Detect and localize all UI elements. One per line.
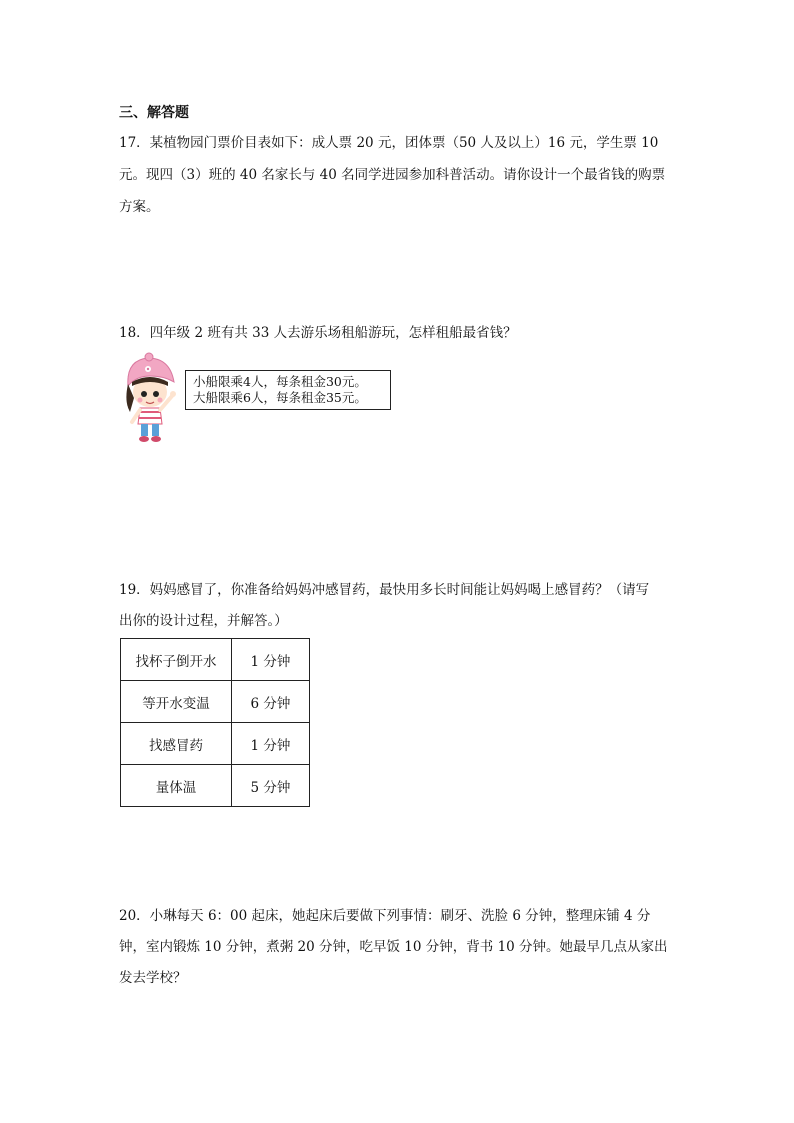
question-20-line-2: 钟，室内锻炼 10 分钟，煮粥 20 分钟，吃早饭 10 分钟，背书 10 分钟。她最早几点从家出 — [119, 939, 668, 955]
table-row — [121, 639, 310, 681]
question-19-line-1: 19．妈妈感冒了，你准备给妈妈冲感冒药，最快用多长时间能让妈妈喝上感冒药？（请写 — [119, 582, 650, 598]
question-18-text: 18．四年级 2 班有共 33 人去游乐场租船游玩，怎样租船最省钱？ — [119, 325, 517, 341]
task-duration: 5 分钟 — [232, 765, 310, 807]
question-17-line-2: 元。现四（3）班的 40 名家长与 40 名同学进园参加科普活动。请你设计一个最省钱的购票 — [119, 167, 666, 183]
task-duration: 6 分钟 — [232, 681, 310, 723]
table-row — [121, 681, 310, 723]
section-title: 三、解答题 — [119, 105, 189, 121]
task-name: 量体温 — [121, 765, 232, 807]
table-row — [121, 765, 310, 807]
small-boat-price: 小船限乘4人，每条租金30元。 — [193, 374, 367, 389]
question-20-line-1: 20．小琳每天 6：00 起床，她起床后要做下列事情：刷牙、洗脸 6 分钟，整理床铺 4 分 — [119, 908, 651, 924]
question-17-line-1: 17．某植物园门票价目表如下：成人票 20 元，团体票（50 人及以上）16 元，学生票 10 — [119, 135, 659, 151]
large-boat-price: 大船限乘6人，每条租金35元。 — [193, 390, 367, 405]
task-name: 找感冒药 — [121, 723, 232, 765]
task-time-table — [120, 638, 310, 807]
question-20-line-3: 发去学校？ — [119, 970, 187, 986]
table-row — [121, 723, 310, 765]
rental-price-box — [185, 370, 391, 410]
task-duration: 1 分钟 — [232, 639, 310, 681]
task-duration: 1 分钟 — [232, 723, 310, 765]
girl-illustration — [118, 352, 182, 444]
task-name: 找杯子倒开水 — [121, 639, 232, 681]
question-19-line-2: 出你的设计过程，并解答。） — [119, 613, 288, 629]
task-name: 等开水变温 — [121, 681, 232, 723]
question-17-line-3: 方案。 — [119, 199, 160, 215]
